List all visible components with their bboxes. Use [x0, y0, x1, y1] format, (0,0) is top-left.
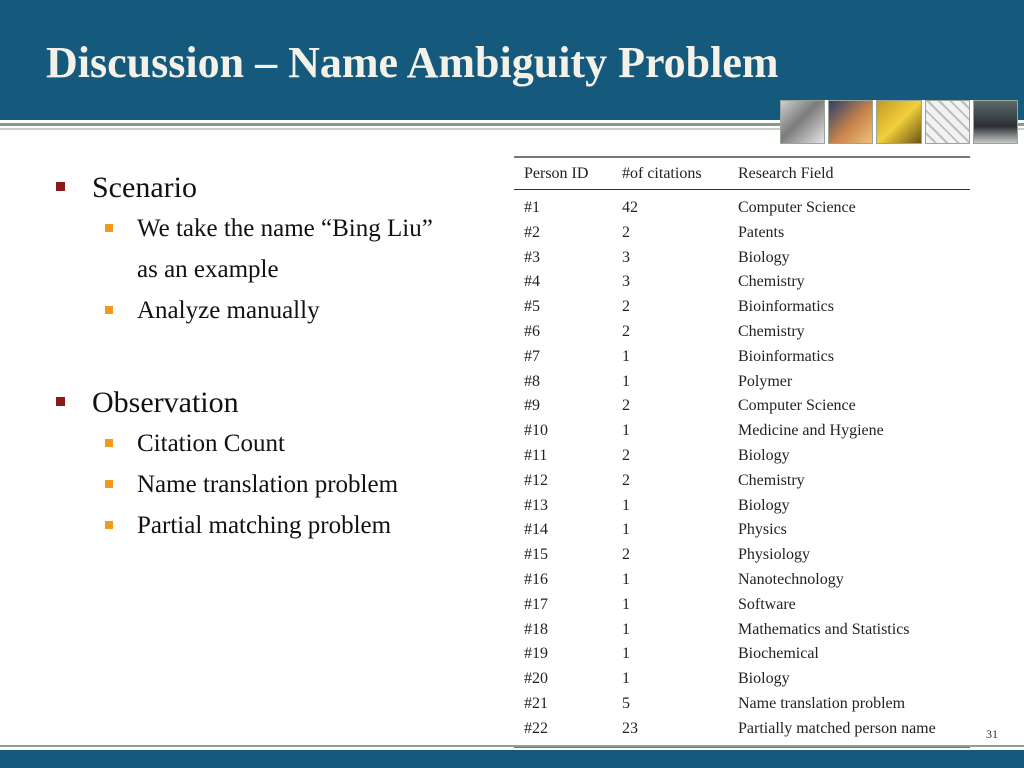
table-row — [514, 543, 970, 568]
table-row — [514, 469, 970, 494]
bullet-scenario — [56, 168, 496, 208]
square-bullet-icon — [105, 521, 113, 529]
research-field-cell: Software — [738, 595, 796, 613]
sub-bullet — [56, 423, 496, 464]
table-row — [514, 593, 970, 618]
research-field-cell: Biochemical — [738, 645, 819, 663]
sub-bullet-text: as an example — [137, 256, 279, 283]
citations-cell: 1 — [622, 595, 630, 613]
photo-thumbnail — [925, 100, 970, 144]
photo-thumbnail — [973, 100, 1018, 144]
research-field-cell: Biology — [738, 446, 790, 464]
photo-thumbnail — [828, 100, 873, 144]
square-bullet-icon — [56, 397, 65, 406]
research-field-cell: Computer Science — [738, 199, 856, 216]
citations-cell: 1 — [622, 347, 630, 365]
research-field-cell: Biology — [738, 670, 790, 688]
slide-title: Discussion – Name Ambiguity Problem — [46, 38, 779, 87]
citations-cell: 23 — [612, 717, 728, 747]
research-field-cell: Bioinformatics — [738, 298, 834, 316]
citations-cell: 5 — [622, 694, 630, 712]
research-field-cell: Chemistry — [738, 273, 805, 291]
sub-bullet-text: Partial matching problem — [137, 512, 392, 539]
table-row — [514, 444, 970, 469]
person-id-cell: #8 — [524, 372, 540, 390]
photo-thumbnail — [876, 100, 921, 144]
research-field-cell: Computer Science — [738, 397, 856, 415]
bullet-list — [56, 168, 496, 546]
bullet-observation — [56, 383, 496, 423]
person-id-cell: #16 — [524, 570, 548, 588]
table-row — [514, 494, 970, 519]
research-field-cell: Biology — [738, 248, 790, 266]
research-field-cell: Patents — [738, 223, 785, 241]
table-row — [514, 221, 970, 246]
sub-bullet-text: Citation Count — [137, 430, 285, 457]
citations-cell: 1 — [622, 496, 630, 514]
table-row — [514, 295, 970, 320]
table-row — [514, 667, 970, 692]
sub-bullet — [56, 290, 496, 331]
bullet-label: Observation — [92, 386, 239, 419]
footer-bar — [0, 750, 1024, 768]
research-field-cell: Name translation problem — [738, 694, 906, 712]
research-field-cell: Physiology — [738, 546, 811, 564]
table-row — [514, 370, 970, 395]
citations-cell: 2 — [622, 471, 630, 489]
research-field-cell: Nanotechnology — [738, 570, 844, 588]
person-id-cell: #6 — [524, 322, 540, 340]
square-bullet-icon — [56, 182, 65, 191]
citations-cell: 2 — [622, 298, 630, 316]
citations-cell: 2 — [622, 446, 630, 464]
table-row — [514, 394, 970, 419]
table-row — [514, 246, 970, 271]
person-id-cell: #4 — [524, 273, 540, 291]
table-row — [514, 419, 970, 444]
citations-cell: 1 — [622, 670, 630, 688]
decorative-photo-strip — [780, 100, 1018, 144]
research-field-cell: Partially matched person name — [728, 717, 970, 747]
person-id-cell: #5 — [524, 298, 540, 316]
person-id-cell: #1 — [524, 199, 540, 216]
table-row — [514, 190, 970, 221]
table-row — [514, 320, 970, 345]
person-id-cell: #9 — [524, 397, 540, 415]
sub-bullet-continuation — [56, 249, 496, 290]
person-id-cell: #11 — [524, 446, 548, 464]
person-id-cell: #10 — [524, 422, 548, 440]
research-field-cell: Bioinformatics — [738, 347, 834, 365]
citations-cell: 1 — [622, 645, 630, 663]
table-row — [514, 642, 970, 667]
bullet-label: Scenario — [92, 171, 197, 204]
table-row — [514, 618, 970, 643]
citations-cell: 1 — [622, 570, 630, 588]
citations-cell: 1 — [622, 422, 630, 440]
sub-bullet — [56, 464, 496, 505]
citation-table — [514, 156, 970, 748]
table-row — [514, 518, 970, 543]
citations-cell: 2 — [622, 322, 630, 340]
table-row — [514, 717, 970, 747]
research-field-cell: Chemistry — [738, 471, 805, 489]
person-id-cell: #18 — [524, 620, 548, 638]
square-bullet-icon — [105, 480, 113, 488]
person-id-cell: #12 — [524, 471, 548, 489]
citations-cell: 3 — [622, 273, 630, 291]
table-header-row — [514, 157, 970, 190]
sub-bullet-text: Name translation problem — [137, 471, 399, 498]
citations-cell: 2 — [622, 546, 630, 564]
citations-cell: 1 — [622, 372, 630, 390]
person-id-cell: #14 — [524, 521, 548, 539]
research-field-cell: Physics — [738, 521, 787, 539]
research-field-cell: Chemistry — [738, 322, 805, 340]
research-field-cell: Mathematics and Statistics — [738, 620, 910, 638]
research-field-cell: Polymer — [738, 372, 793, 390]
person-id-cell: #19 — [524, 645, 548, 663]
sub-bullet — [56, 505, 496, 546]
person-id-cell: #13 — [524, 496, 548, 514]
citations-cell: 2 — [622, 397, 630, 415]
research-field-cell: Medicine and Hygiene — [738, 422, 884, 440]
research-field-cell: Biology — [738, 496, 790, 514]
citations-cell: 1 — [622, 521, 630, 539]
sub-bullet-text: We take the name “Bing Liu” — [137, 215, 433, 242]
square-bullet-icon — [105, 306, 113, 314]
person-id-cell: #7 — [524, 347, 540, 365]
sub-bullet-text: Analyze manually — [137, 297, 320, 324]
table-row — [514, 270, 970, 295]
photo-thumbnail — [780, 100, 825, 144]
person-id-cell: #3 — [524, 248, 540, 266]
table-body — [514, 190, 970, 747]
column-header-citations: #of citations — [612, 157, 728, 190]
person-id-cell: #17 — [524, 595, 548, 613]
footer-divider — [0, 745, 1024, 747]
square-bullet-icon — [105, 224, 113, 232]
column-header-research-field: Research Field — [728, 157, 970, 190]
person-id-cell: #20 — [524, 670, 548, 688]
person-id-cell: #2 — [524, 223, 540, 241]
citations-cell: 3 — [622, 248, 630, 266]
table-row — [514, 345, 970, 370]
person-id-cell: #21 — [524, 694, 548, 712]
citations-cell: 42 — [622, 199, 638, 216]
citations-cell: 2 — [622, 223, 630, 241]
citations-cell: 1 — [622, 620, 630, 638]
sub-bullet — [56, 208, 496, 249]
table-row — [514, 568, 970, 593]
person-id-cell: #15 — [524, 546, 548, 564]
table-row — [514, 692, 970, 717]
person-id-cell: #22 — [514, 717, 612, 747]
square-bullet-icon — [105, 439, 113, 447]
column-header-person-id: Person ID — [514, 157, 612, 190]
page-number: 31 — [986, 727, 998, 741]
